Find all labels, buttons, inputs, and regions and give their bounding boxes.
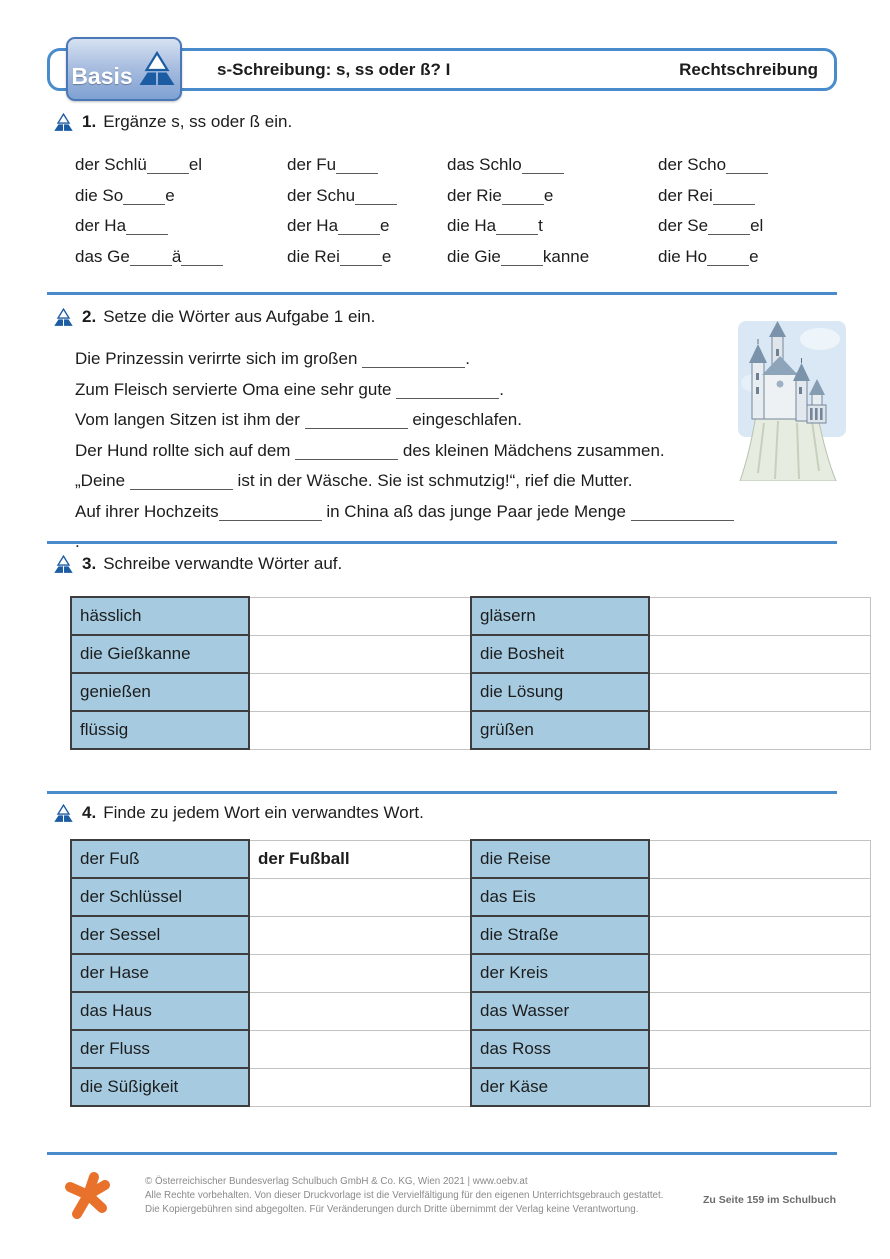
sentence: Vom langen Sitzen ist ihm der eingeschlafen.	[75, 410, 522, 429]
table-row	[71, 1068, 871, 1106]
pyramid-icon	[53, 804, 74, 823]
fill-in-blank[interactable]	[522, 171, 564, 174]
answer-cell[interactable]	[249, 878, 471, 916]
basis-logo-label: Basis	[71, 62, 133, 89]
fill-in-blank[interactable]	[713, 202, 755, 205]
given-word-cell: der Kreis	[471, 954, 649, 992]
word-item: die Ha t	[447, 216, 543, 236]
given-word-cell: der Fuß	[71, 840, 249, 878]
given-word-cell: hässlich	[71, 597, 249, 635]
answer-cell[interactable]	[649, 673, 871, 711]
fill-in-blank[interactable]	[501, 263, 543, 266]
schoolbook-page-reference: Zu Seite 159 im Schulbuch	[702, 1194, 836, 1206]
copyright-line2: Alle Rechte vorbehalten. Von dieser Druckvorlage ist die Vervielfältigung für den eigenen Unterrichtsgebrauch gestattet.	[145, 1190, 664, 1202]
task4-header	[53, 803, 424, 823]
answer-cell[interactable]: der Fußball	[249, 840, 471, 878]
section-divider	[47, 292, 837, 295]
word-item: der Scho	[658, 155, 848, 175]
given-word-cell: das Eis	[471, 878, 649, 916]
pyramid-icon	[53, 555, 74, 574]
task1-number: 1.	[82, 112, 97, 131]
given-word-cell: die Lösung	[471, 673, 649, 711]
oebv-asterisk-logo	[62, 1170, 112, 1225]
given-word-cell: der Fluss	[71, 1030, 249, 1068]
table-row	[71, 878, 871, 916]
word-item: der Se el	[658, 216, 764, 236]
answer-cell[interactable]	[649, 597, 871, 635]
answer-cell[interactable]	[249, 597, 471, 635]
given-word-cell: die Straße	[471, 916, 649, 954]
table-row	[71, 597, 871, 635]
given-word-cell: der Sessel	[71, 916, 249, 954]
given-word-cell: die Gießkanne	[71, 635, 249, 673]
answer-cell[interactable]	[649, 1030, 871, 1068]
basis-logo	[66, 37, 182, 101]
task2-instruction: Setze die Wörter aus Aufgabe 1 ein.	[103, 307, 376, 326]
sentence: Die Prinzessin verirrte sich im großen .	[75, 349, 470, 368]
copyright-line3: Die Kopiergebühren sind abgegolten. Für Veränderungen durch Dritte übernimmt der Verlag keine Verantwortung.	[145, 1204, 639, 1216]
answer-cell[interactable]	[249, 673, 471, 711]
word-item: der Schu	[287, 186, 447, 206]
pyramid-icon	[137, 50, 177, 88]
fill-in-blank[interactable]	[123, 202, 165, 205]
fill-in-blank[interactable]	[295, 457, 398, 460]
fill-in-blank[interactable]	[502, 202, 544, 205]
answer-cell[interactable]	[649, 954, 871, 992]
given-word-cell: der Käse	[471, 1068, 649, 1106]
fill-in-blank[interactable]	[496, 232, 538, 235]
fill-in-blank[interactable]	[130, 263, 172, 266]
table-row	[71, 992, 871, 1030]
given-word-cell: das Wasser	[471, 992, 649, 1030]
given-word-cell: genießen	[71, 673, 249, 711]
fill-in-blank[interactable]	[305, 426, 408, 429]
task2-header	[53, 307, 375, 327]
word-item: der Rei	[658, 186, 848, 206]
fill-in-blank[interactable]	[338, 232, 380, 235]
castle-illustration	[722, 321, 846, 481]
word-item: die So e	[75, 185, 175, 205]
exercise1-word-grid	[75, 150, 850, 272]
table-row	[71, 711, 871, 749]
table-row	[71, 1030, 871, 1068]
word-item: das Ge ä	[75, 247, 287, 267]
pyramid-icon	[53, 113, 74, 132]
fill-in-blank[interactable]	[396, 396, 499, 399]
given-word-cell: das Ross	[471, 1030, 649, 1068]
fill-in-blank[interactable]	[362, 365, 465, 368]
task3-header	[53, 554, 342, 574]
task1-header	[53, 112, 292, 132]
sentence: „Deine ist in der Wäsche. Sie ist schmutzig!“, rief die Mutter.	[75, 471, 633, 490]
word-item: die Rei e	[287, 247, 392, 267]
given-word-cell: die Süßigkeit	[71, 1068, 249, 1106]
word-item: die Ho e	[658, 247, 759, 267]
fill-in-blank[interactable]	[355, 202, 397, 205]
exercise2-sentences	[75, 344, 735, 558]
word-item: der Ha e	[287, 216, 390, 236]
find-related-word-table	[70, 839, 871, 1107]
sentence: Zum Fleisch servierte Oma eine sehr gute .	[75, 379, 504, 399]
given-word-cell: gläsern	[471, 597, 649, 635]
given-word-cell: flüssig	[71, 711, 249, 749]
table-row	[71, 916, 871, 954]
worksheet-title: s-Schreibung: s, ss oder ß? I	[217, 59, 451, 79]
answer-cell[interactable]	[249, 635, 471, 673]
answer-cell[interactable]	[249, 916, 471, 954]
fill-in-blank[interactable]	[130, 487, 233, 490]
table-row	[71, 954, 871, 992]
given-word-cell: die Bosheit	[471, 635, 649, 673]
answer-cell[interactable]	[649, 992, 871, 1030]
answer-cell[interactable]	[249, 1068, 471, 1106]
answer-cell[interactable]	[249, 954, 471, 992]
fill-in-blank[interactable]	[631, 518, 734, 521]
fill-in-blank[interactable]	[181, 263, 223, 266]
fill-in-blank[interactable]	[707, 263, 749, 266]
answer-cell[interactable]	[649, 916, 871, 954]
answer-cell[interactable]	[649, 840, 871, 878]
answer-cell[interactable]	[649, 635, 871, 673]
answer-cell[interactable]	[249, 711, 471, 749]
answer-cell[interactable]	[249, 1030, 471, 1068]
section-divider	[47, 791, 837, 794]
subject-label: Rechtschreibung	[679, 59, 818, 79]
task4-instruction: Finde zu jedem Wort ein verwandtes Wort.	[103, 803, 424, 822]
word-item: der Fu	[287, 155, 447, 175]
task3-number: 3.	[82, 554, 97, 573]
section-divider	[47, 541, 837, 544]
fill-in-blank[interactable]	[219, 518, 322, 521]
task1-instruction: Ergänze s, ss oder ß ein.	[103, 112, 293, 131]
given-word-cell: der Schlüssel	[71, 878, 249, 916]
given-word-cell: grüßen	[471, 711, 649, 749]
fill-in-blank[interactable]	[336, 171, 378, 174]
word-item: das Schlo	[447, 155, 658, 175]
word-item: der Schlü el	[75, 155, 203, 175]
table-row	[71, 673, 871, 711]
word-item: der Ha	[75, 216, 287, 236]
fill-in-blank[interactable]	[708, 232, 750, 235]
task4-number: 4.	[82, 803, 97, 822]
related-words-table	[70, 596, 871, 750]
word-item: die Gie kanne	[447, 247, 590, 267]
copyright-text	[145, 1175, 705, 1218]
given-word-cell: die Reise	[471, 840, 649, 878]
answer-cell[interactable]	[649, 1068, 871, 1106]
answer-cell[interactable]	[649, 711, 871, 749]
fill-in-blank[interactable]	[340, 263, 382, 266]
sentence: Der Hund rollte sich auf dem des kleinen Mädchens zusammen.	[75, 440, 665, 460]
task2-number: 2.	[82, 307, 97, 326]
copyright-line1: © Österreichischer Bundesverlag Schulbuch GmbH & Co. KG, Wien 2021 | www.oebv.at	[145, 1176, 528, 1187]
table-row	[71, 635, 871, 673]
fill-in-blank[interactable]	[726, 171, 768, 174]
answer-cell[interactable]	[649, 878, 871, 916]
fill-in-blank[interactable]	[126, 232, 168, 235]
table-row	[71, 840, 871, 878]
section-divider	[47, 1152, 837, 1155]
fill-in-blank[interactable]	[147, 171, 189, 174]
answer-cell[interactable]	[249, 992, 471, 1030]
pyramid-icon	[53, 308, 74, 327]
given-word-cell: der Hase	[71, 954, 249, 992]
word-item: der Rie e	[447, 185, 554, 205]
task3-instruction: Schreibe verwandte Wörter auf.	[103, 554, 343, 573]
sentence: Auf ihrer Hochzeits in China aß das junge Paar jede Menge	[75, 497, 735, 558]
given-word-cell: das Haus	[71, 992, 249, 1030]
